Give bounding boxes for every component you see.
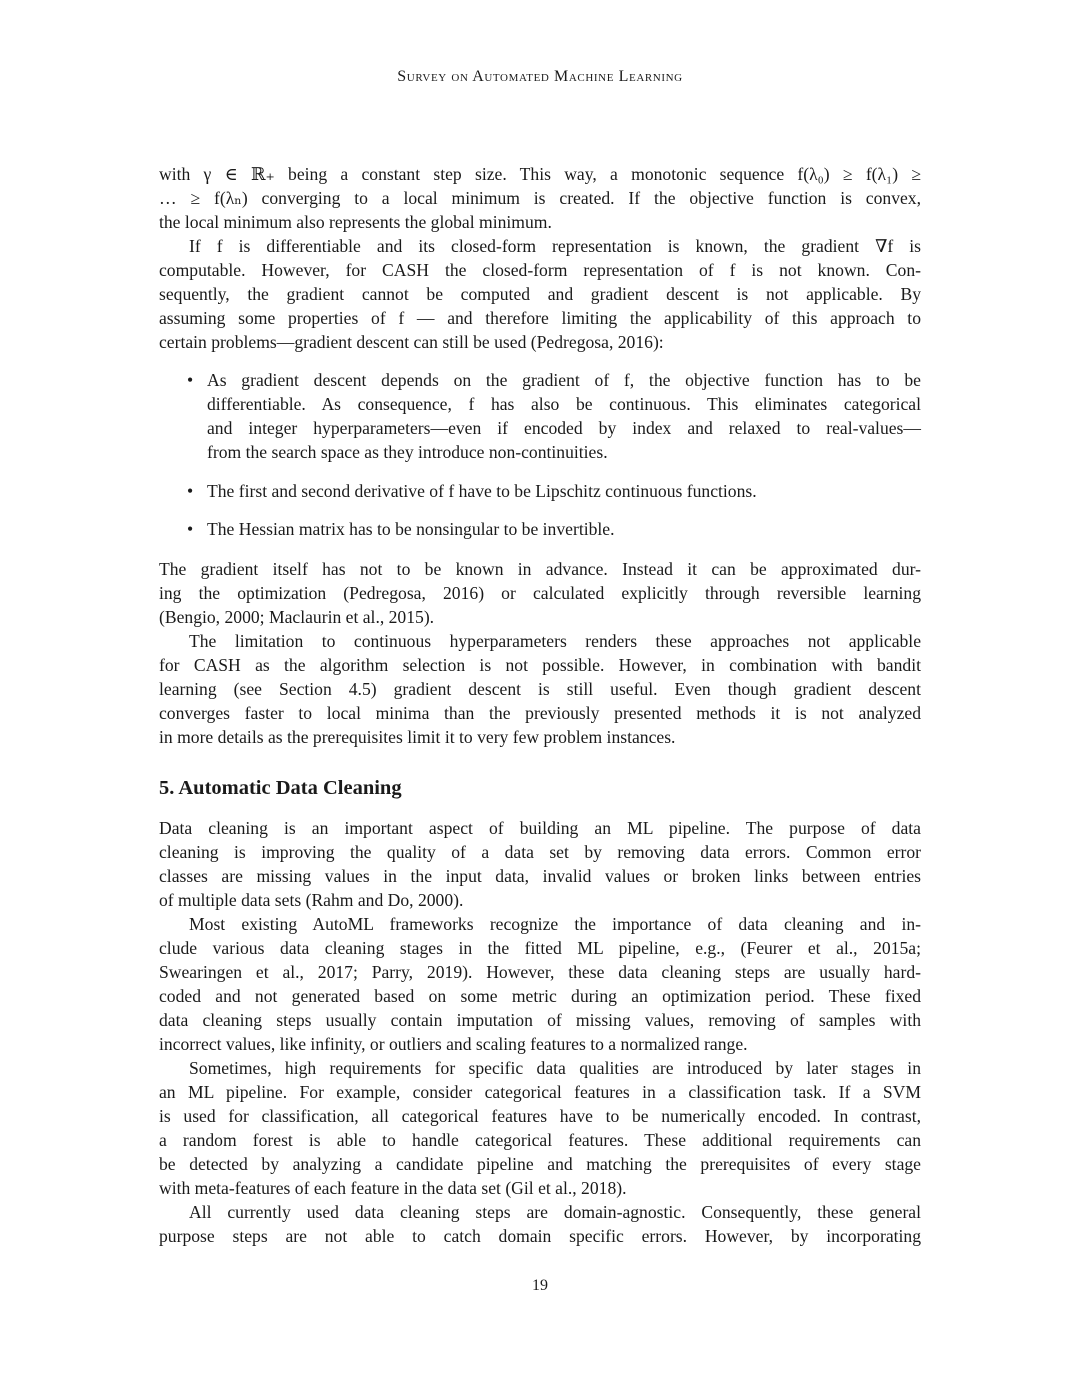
text-line: assuming some properties of f — and therefore limiting the applicability of this approach to (159, 308, 921, 328)
text-line: with meta-features of each feature in the data set (Gil et al., 2018). (159, 1178, 627, 1198)
text-line: (Bengio, 2000; Maclaurin et al., 2015). (159, 607, 435, 627)
text-line: Swearingen et al., 2017; Parry, 2019). However, these data cleaning steps are usually hard- (159, 962, 921, 982)
text-line: The Hessian matrix has to be nonsingular to be invertible. (207, 519, 615, 539)
paragraph (159, 1200, 921, 1248)
paragraph (159, 816, 921, 912)
text-line: and integer hyperparameters—even if encoded by index and relaxed to real-values— (207, 418, 921, 438)
text-line: All currently used data cleaning steps are domain-agnostic. Consequently, these general (189, 1202, 921, 1222)
text-line: for CASH as the algorithm selection is not possible. However, in combination with bandit (159, 655, 921, 675)
text-line: ing the optimization (Pedregosa, 2016) or calculated explicitly through reversible learning (159, 583, 921, 603)
bullet-icon: • (187, 370, 194, 390)
bullet-item (187, 479, 921, 503)
text-line: learning (see Section 4.5) gradient descent is still useful. Even though gradient descent (159, 679, 921, 699)
text-line: converges faster to local minima than the previously presented methods it is not analyzed (159, 703, 921, 723)
section-heading: 5. Automatic Data Cleaning (159, 777, 402, 799)
text-line: purpose steps are not able to catch domain specific errors. However, by incorporating (159, 1226, 921, 1246)
bullet-item (187, 517, 921, 541)
text-line: in more details as the prerequisites limit it to very few problem instances. (159, 727, 676, 747)
text-line: differentiable. As consequence, f has also be continuous. This eliminates categorical (207, 394, 921, 414)
text-line: The gradient itself has not to be known in advance. Instead it can be approximated dur- (159, 559, 921, 579)
text-line: the local minimum also represents the global minimum. (159, 212, 552, 232)
text-line: be detected by analyzing a candidate pipeline and matching the prerequisites of every stage (159, 1154, 921, 1174)
bullet-item (187, 368, 921, 464)
text-line: Data cleaning is an important aspect of building an ML pipeline. The purpose of data (159, 818, 921, 838)
text-line: of multiple data sets (Rahm and Do, 2000). (159, 890, 464, 910)
text-line: certain problems—gradient descent can still be used (Pedregosa, 2016): (159, 332, 664, 352)
text-line: The first and second derivative of f have to be Lipschitz continuous functions. (207, 481, 757, 501)
text-line: sequently, the gradient cannot be computed and gradient descent is not applicable. By (159, 284, 921, 304)
text-line: cleaning is improving the quality of a data set by removing data errors. Common error (159, 842, 921, 862)
text-line: incorrect values, like infinity, or outliers and scaling features to a normalized range. (159, 1034, 748, 1054)
text-line: an ML pipeline. For example, consider categorical features in a classification task. If a SVM (159, 1082, 921, 1102)
paragraph (159, 629, 921, 749)
page-number: 19 (532, 1277, 548, 1294)
text-line: … ≥ f(λₙ) converging to a local minimum is created. If the objective function is convex, (159, 188, 921, 208)
bullet-icon: • (187, 519, 194, 539)
text-line: with γ ∈ ℝ₊ being a constant step size. This way, a monotonic sequence f(λ₀) ≥ f(λ₁) ≥ (159, 164, 921, 184)
text-line: If f is differentiable and its closed-form representation is known, the gradient ∇f is (189, 236, 921, 256)
text-line: The limitation to continuous hyperparameters renders these approaches not applicable (189, 631, 921, 651)
text-line: computable. However, for CASH the closed-form representation of f is not known. Con- (159, 260, 921, 280)
paragraph (159, 1056, 921, 1200)
paragraph (159, 557, 921, 629)
text-line: data cleaning steps usually contain imputation of missing values, removing of samples with (159, 1010, 921, 1030)
paragraph (159, 234, 921, 354)
text-line: coded and not generated based on some metric during an optimization period. These fixed (159, 986, 921, 1006)
text-line: As gradient descent depends on the gradient of f, the objective function has to be (207, 370, 921, 390)
text-line: from the search space as they introduce non-continuities. (207, 442, 608, 462)
text-line: is used for classification, all categorical features have to be numerically encoded. In contrast, (159, 1106, 921, 1126)
running-header: Survey on Automated Machine Learning (397, 68, 683, 85)
text-line: Sometimes, high requirements for specific data qualities are introduced by later stages in (189, 1058, 921, 1078)
bullet-icon: • (187, 481, 194, 501)
text-line: clude various data cleaning stages in the fitted ML pipeline, e.g., (Feurer et al., 2015a; (159, 938, 921, 958)
paragraph (159, 912, 921, 1056)
text-line: a random forest is able to handle categorical features. These additional requirements can (159, 1130, 921, 1150)
paragraph (159, 162, 921, 234)
text-line: Most existing AutoML frameworks recognize the importance of data cleaning and in- (189, 914, 921, 934)
text-line: classes are missing values in the input data, invalid values or broken links between entries (159, 866, 921, 886)
